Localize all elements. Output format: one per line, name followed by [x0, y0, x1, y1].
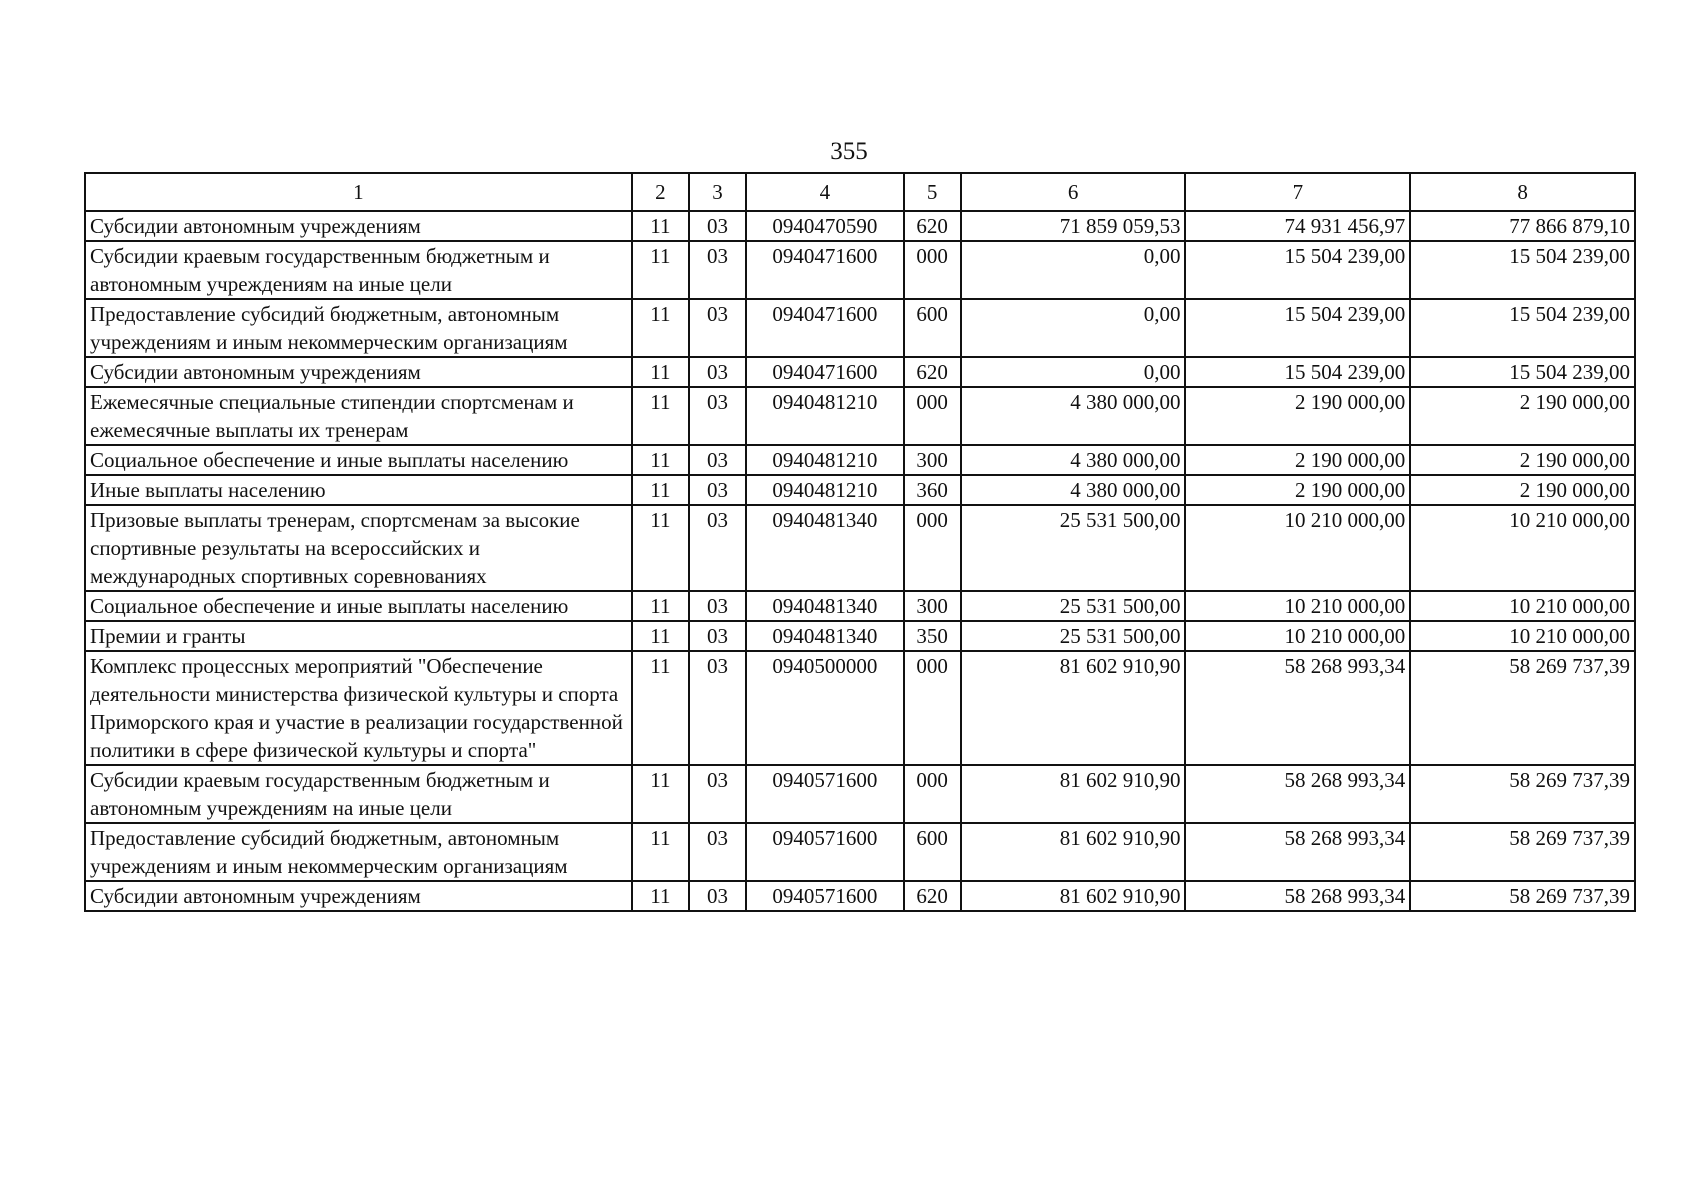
amount-cell-8: 10 210 000,00 [1410, 591, 1635, 621]
section-cell: 11 [632, 357, 689, 387]
expense-type-cell: 360 [904, 475, 961, 505]
subsection-cell: 03 [689, 445, 746, 475]
subsection-cell: 03 [689, 651, 746, 765]
section-cell: 11 [632, 387, 689, 445]
budget-table [84, 172, 1636, 912]
table-row [85, 387, 1635, 445]
target-article-cell: 0940500000 [746, 651, 904, 765]
amount-cell-8: 2 190 000,00 [1410, 475, 1635, 505]
table-row [85, 475, 1635, 505]
header-row [85, 173, 1635, 211]
target-article-cell: 0940481210 [746, 475, 904, 505]
amount-cell-6: 0,00 [961, 299, 1186, 357]
table-row [85, 621, 1635, 651]
target-article-cell: 0940481210 [746, 387, 904, 445]
amount-cell-7: 2 190 000,00 [1185, 475, 1410, 505]
target-article-cell: 0940481340 [746, 591, 904, 621]
subsection-cell: 03 [689, 881, 746, 911]
table-row [85, 651, 1635, 765]
name-cell: Ежемесячные специальные стипендии спортсменам и ежемесячные выплаты их тренерам [85, 387, 632, 445]
section-cell: 11 [632, 241, 689, 299]
header-cell: 2 [632, 173, 689, 211]
table-row [85, 591, 1635, 621]
name-cell: Субсидии автономным учреждениям [85, 211, 632, 241]
expense-type-cell: 300 [904, 445, 961, 475]
table-row [85, 765, 1635, 823]
target-article-cell: 0940471600 [746, 299, 904, 357]
subsection-cell: 03 [689, 475, 746, 505]
amount-cell-6: 81 602 910,90 [961, 651, 1186, 765]
amount-cell-7: 58 268 993,34 [1185, 765, 1410, 823]
header-cell: 7 [1185, 173, 1410, 211]
amount-cell-7: 58 268 993,34 [1185, 823, 1410, 881]
table-row [85, 445, 1635, 475]
expense-type-cell: 000 [904, 387, 961, 445]
name-cell: Премии и гранты [85, 621, 632, 651]
amount-cell-6: 25 531 500,00 [961, 591, 1186, 621]
expense-type-cell: 620 [904, 211, 961, 241]
name-cell: Социальное обеспечение и иные выплаты населению [85, 445, 632, 475]
amount-cell-6: 81 602 910,90 [961, 881, 1186, 911]
amount-cell-6: 4 380 000,00 [961, 445, 1186, 475]
amount-cell-7: 10 210 000,00 [1185, 621, 1410, 651]
amount-cell-7: 2 190 000,00 [1185, 445, 1410, 475]
amount-cell-6: 0,00 [961, 241, 1186, 299]
name-cell: Комплекс процессных мероприятий "Обеспечение деятельности министерства физической культуры и спорта Приморского края и участие в реализации государственной политики в сфере физической культуры и спорта" [85, 651, 632, 765]
amount-cell-8: 58 269 737,39 [1410, 651, 1635, 765]
section-cell: 11 [632, 823, 689, 881]
section-cell: 11 [632, 765, 689, 823]
amount-cell-7: 74 931 456,97 [1185, 211, 1410, 241]
expense-type-cell: 000 [904, 505, 961, 591]
name-cell: Субсидии краевым государственным бюджетным и автономным учреждениям на иные цели [85, 765, 632, 823]
target-article-cell: 0940470590 [746, 211, 904, 241]
amount-cell-8: 58 269 737,39 [1410, 823, 1635, 881]
section-cell: 11 [632, 445, 689, 475]
subsection-cell: 03 [689, 211, 746, 241]
amount-cell-7: 15 504 239,00 [1185, 357, 1410, 387]
section-cell: 11 [632, 591, 689, 621]
expense-type-cell: 300 [904, 591, 961, 621]
name-cell: Предоставление субсидий бюджетным, автономным учреждениям и иным некоммерческим организациям [85, 299, 632, 357]
amount-cell-7: 10 210 000,00 [1185, 591, 1410, 621]
amount-cell-8: 2 190 000,00 [1410, 445, 1635, 475]
name-cell: Иные выплаты населению [85, 475, 632, 505]
expense-type-cell: 000 [904, 241, 961, 299]
table-row [85, 211, 1635, 241]
expense-type-cell: 600 [904, 299, 961, 357]
table-row [85, 505, 1635, 591]
amount-cell-7: 58 268 993,34 [1185, 881, 1410, 911]
name-cell: Призовые выплаты тренерам, спортсменам за высокие спортивные результаты на всероссийских и международных спортивных соревнованиях [85, 505, 632, 591]
table-row [85, 241, 1635, 299]
amount-cell-8: 77 866 879,10 [1410, 211, 1635, 241]
amount-cell-7: 15 504 239,00 [1185, 241, 1410, 299]
amount-cell-8: 15 504 239,00 [1410, 241, 1635, 299]
target-article-cell: 0940471600 [746, 241, 904, 299]
table-row [85, 881, 1635, 911]
amount-cell-7: 10 210 000,00 [1185, 505, 1410, 591]
expense-type-cell: 600 [904, 823, 961, 881]
page-number: 355 [830, 138, 868, 165]
section-cell: 11 [632, 299, 689, 357]
expense-type-cell: 350 [904, 621, 961, 651]
subsection-cell: 03 [689, 823, 746, 881]
section-cell: 11 [632, 651, 689, 765]
amount-cell-6: 25 531 500,00 [961, 505, 1186, 591]
subsection-cell: 03 [689, 591, 746, 621]
amount-cell-8: 10 210 000,00 [1410, 621, 1635, 651]
header-cell: 5 [904, 173, 961, 211]
amount-cell-8: 15 504 239,00 [1410, 357, 1635, 387]
section-cell: 11 [632, 505, 689, 591]
amount-cell-6: 71 859 059,53 [961, 211, 1186, 241]
header-cell: 1 [85, 173, 632, 211]
amount-cell-8: 58 269 737,39 [1410, 881, 1635, 911]
table-row [85, 823, 1635, 881]
amount-cell-8: 15 504 239,00 [1410, 299, 1635, 357]
header-cell: 8 [1410, 173, 1635, 211]
amount-cell-7: 15 504 239,00 [1185, 299, 1410, 357]
amount-cell-6: 81 602 910,90 [961, 765, 1186, 823]
subsection-cell: 03 [689, 505, 746, 591]
amount-cell-7: 58 268 993,34 [1185, 651, 1410, 765]
header-cell: 6 [961, 173, 1186, 211]
section-cell: 11 [632, 621, 689, 651]
amount-cell-6: 4 380 000,00 [961, 387, 1186, 445]
target-article-cell: 0940481340 [746, 621, 904, 651]
amount-cell-6: 0,00 [961, 357, 1186, 387]
target-article-cell: 0940571600 [746, 823, 904, 881]
table-body [85, 211, 1635, 911]
table-row [85, 299, 1635, 357]
header-cell: 3 [689, 173, 746, 211]
target-article-cell: 0940571600 [746, 881, 904, 911]
amount-cell-8: 2 190 000,00 [1410, 387, 1635, 445]
section-cell: 11 [632, 211, 689, 241]
subsection-cell: 03 [689, 387, 746, 445]
table-row [85, 357, 1635, 387]
expense-type-cell: 000 [904, 651, 961, 765]
amount-cell-8: 58 269 737,39 [1410, 765, 1635, 823]
amount-cell-6: 25 531 500,00 [961, 621, 1186, 651]
subsection-cell: 03 [689, 299, 746, 357]
expense-type-cell: 620 [904, 357, 961, 387]
subsection-cell: 03 [689, 357, 746, 387]
name-cell: Субсидии автономным учреждениям [85, 881, 632, 911]
name-cell: Предоставление субсидий бюджетным, автономным учреждениям и иным некоммерческим организациям [85, 823, 632, 881]
subsection-cell: 03 [689, 241, 746, 299]
section-cell: 11 [632, 475, 689, 505]
amount-cell-6: 81 602 910,90 [961, 823, 1186, 881]
target-article-cell: 0940471600 [746, 357, 904, 387]
name-cell: Субсидии краевым государственным бюджетным и автономным учреждениям на иные цели [85, 241, 632, 299]
name-cell: Субсидии автономным учреждениям [85, 357, 632, 387]
header-cell: 4 [746, 173, 904, 211]
target-article-cell: 0940571600 [746, 765, 904, 823]
name-cell: Социальное обеспечение и иные выплаты населению [85, 591, 632, 621]
expense-type-cell: 620 [904, 881, 961, 911]
target-article-cell: 0940481340 [746, 505, 904, 591]
subsection-cell: 03 [689, 765, 746, 823]
amount-cell-7: 2 190 000,00 [1185, 387, 1410, 445]
section-cell: 11 [632, 881, 689, 911]
amount-cell-6: 4 380 000,00 [961, 475, 1186, 505]
subsection-cell: 03 [689, 621, 746, 651]
target-article-cell: 0940481210 [746, 445, 904, 475]
expense-type-cell: 000 [904, 765, 961, 823]
amount-cell-8: 10 210 000,00 [1410, 505, 1635, 591]
